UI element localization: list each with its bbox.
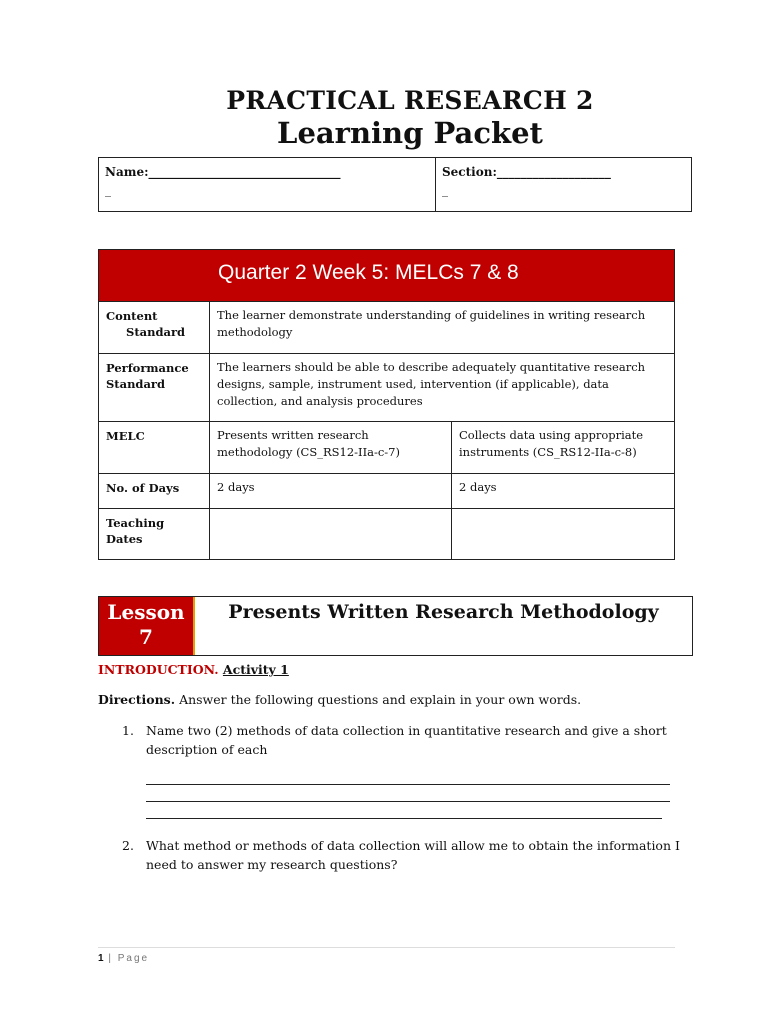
introduction-heading	[98, 662, 289, 677]
row-label-teaching-dates: Teaching Dates	[99, 509, 210, 559]
directions	[98, 692, 581, 707]
table-row	[99, 508, 674, 559]
question-number: 1.	[122, 723, 134, 738]
document-title: PRACTICAL RESEARCH 2	[226, 86, 594, 115]
table-row	[99, 353, 674, 421]
days-value-7: 2 days	[210, 474, 452, 508]
question-text: Name two (2) methods of data collection in quantitative research and give a short description of each	[146, 723, 667, 757]
name-section-table	[98, 157, 692, 212]
days-value-8: 2 days	[459, 480, 497, 494]
quarter-heading: Quarter 2 Week 5: MELCs 7 & 8	[99, 250, 674, 301]
answer-line[interactable]	[146, 818, 662, 819]
lesson-number: 7	[139, 625, 153, 649]
answer-line[interactable]	[146, 784, 670, 785]
activity-label: Activity 1	[222, 662, 289, 677]
melc-value-8: Collects data using appropriate instruments (CS_RS12-IIa-c-8)	[459, 428, 644, 459]
name-field[interactable]	[99, 158, 436, 211]
table-row	[99, 473, 674, 508]
table-row	[99, 421, 674, 473]
section-label: Section:___________________	[442, 165, 611, 179]
question-number: 2.	[122, 838, 134, 853]
section-tail: _	[442, 183, 448, 197]
introduction-label: INTRODUCTION.	[98, 662, 219, 677]
lesson-number-box	[99, 597, 195, 655]
teaching-dates-7[interactable]	[210, 509, 452, 559]
teaching-dates-8[interactable]	[452, 509, 674, 559]
lesson-label: Lesson	[107, 600, 185, 624]
performance-standard-value: The learners should be able to describe adequately quantitative research designs, sample, instrument used, intervention (if applicable), data collection, and analysis procedures	[217, 360, 646, 408]
name-label: Name:________________________________	[105, 165, 341, 179]
table-row	[99, 301, 674, 353]
lesson-title: Presents Written Research Methodology	[228, 601, 659, 623]
page-label: | Page	[108, 953, 150, 964]
row-label-melc: MELC	[99, 422, 210, 473]
row-label-performance-standard: Performance Standard	[99, 354, 210, 421]
directions-text: Answer the following questions and explain in your own words.	[179, 692, 582, 707]
content-standard-value: The learner demonstrate understanding of guidelines in writing research methodology	[217, 308, 646, 339]
footer-divider	[98, 947, 675, 948]
answer-line[interactable]	[146, 801, 670, 802]
page-number: 1	[98, 953, 104, 964]
question-text: What method or methods of data collection will allow me to obtain the information I need to answer my research questions?	[146, 838, 680, 872]
quarter-table	[98, 249, 675, 560]
row-label-content-standard: Content Standard	[99, 302, 210, 353]
directions-label: Directions.	[98, 692, 176, 707]
melc-value-7: Presents written research methodology (CS_RS12-IIa-c-7)	[210, 422, 452, 473]
document-subtitle: Learning Packet	[277, 116, 543, 150]
page-footer	[98, 953, 149, 964]
name-tail: _	[105, 183, 111, 197]
lesson-header	[98, 596, 693, 656]
section-field[interactable]	[436, 158, 691, 211]
row-label-no-of-days: No. of Days	[99, 474, 210, 508]
